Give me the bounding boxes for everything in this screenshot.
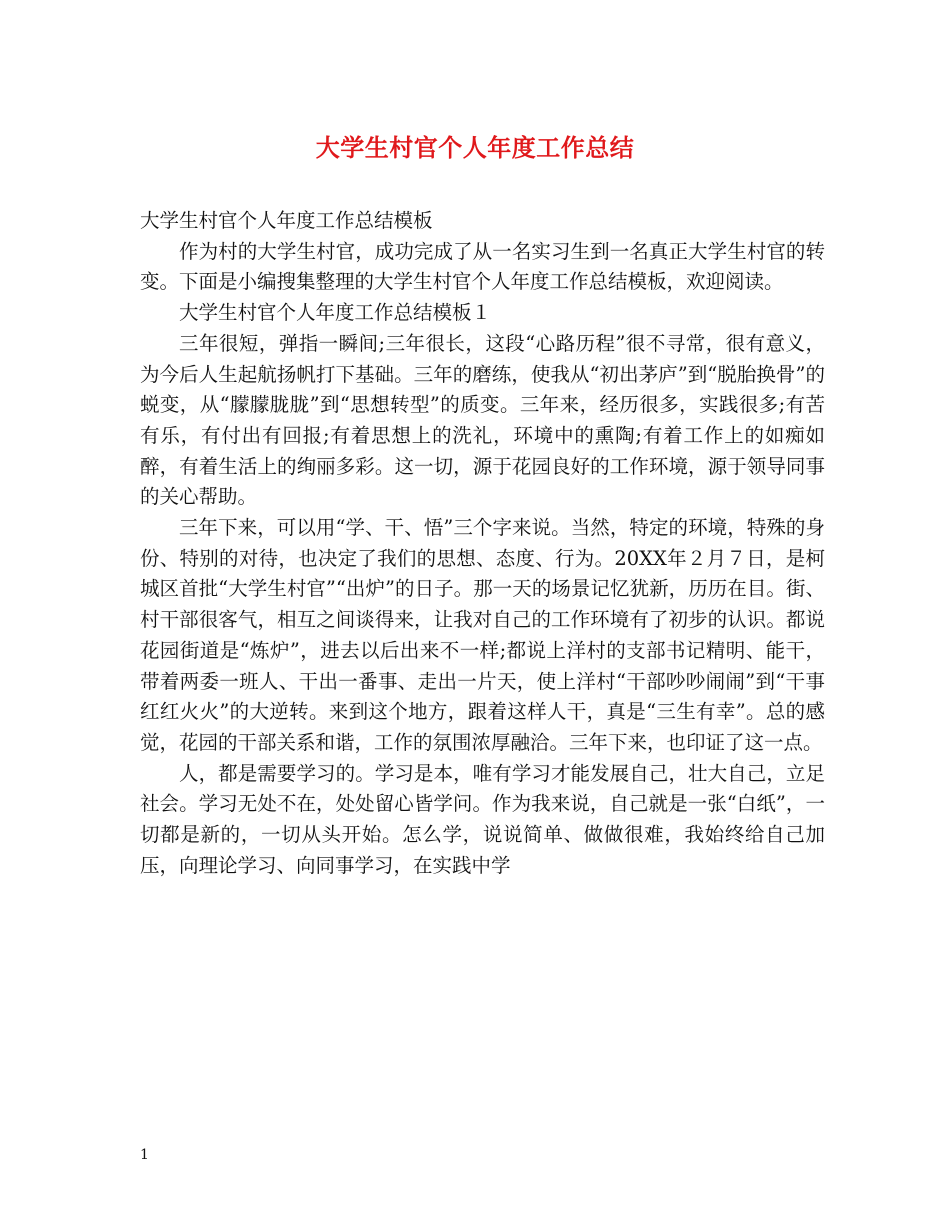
body-paragraph: 人，都是需要学习的。学习是本，唯有学习才能发展自己，壮大自己，立足社会。学习无处不在，处处留心皆学问。作为我来说，自己就是一张“白纸”，一切都是新的，一切从头开始。怎么学，说说简单、做做很难，我始终给自己加压，向理论学习、向同事学习，在实践中学 — [140, 761, 825, 877]
section-heading: 大学生村官个人年度工作总结模板１ — [179, 301, 492, 325]
body-paragraph: 三年很短，弹指一瞬间;三年很长，这段“心路历程”很不寻常，很有意义，为今后人生起航扬帆打下基础。三年的磨练，使我从“初出茅庐”到“脱胎换骨”的蜕变，从“朦朦胧胧”到“思想转型”的质变。三年来，经历很多，实践很多;有苦有乐，有付出有回报;有着思想上的洗礼，环境中的熏陶;有着工作上的如痴如醉，有着生活上的绚丽多彩。这一切，源于花园良好的工作环境，源于领导同事的关心帮助。 — [140, 331, 825, 509]
body-paragraph: 三年下来，可以用“学、干、悟”三个字来说。当然，特定的环境，特殊的身份、特别的对待，也决定了我们的思想、态度、行为。20XX年２月７日，是柯城区首批“大学生村官”“出炉”的日子。那一天的场景记忆犹新，历历在目。街、村干部很客气，相互之间谈得来，让我对自己的工作环境有了初步的认识。都说花园街道是“炼炉”，进去以后出来不一样;都说上洋村的支部书记精明、能干，带着两委一班人、干出一番事、走出一片天，使上洋村“干部吵吵闹闹”到“干事红红火火”的大逆转。来到这个地方，跟着这样人干，真是“三生有幸”。总的感觉，花园的干部关系和谐，工作的氛围浓厚融洽。三年下来，也印证了这一点。 — [140, 516, 825, 754]
intro-paragraph: 作为村的大学生村官，成功完成了从一名实习生到一名真正大学生村官的转变。下面是小编搜集整理的大学生村官个人年度工作总结模板，欢迎阅读。 — [140, 239, 825, 294]
document-subtitle: 大学生村官个人年度工作总结模板 — [140, 209, 433, 232]
document-body — [140, 206, 825, 881]
document-title: 大学生村官个人年度工作总结 — [315, 133, 635, 162]
page-number: 1 — [140, 1147, 149, 1163]
